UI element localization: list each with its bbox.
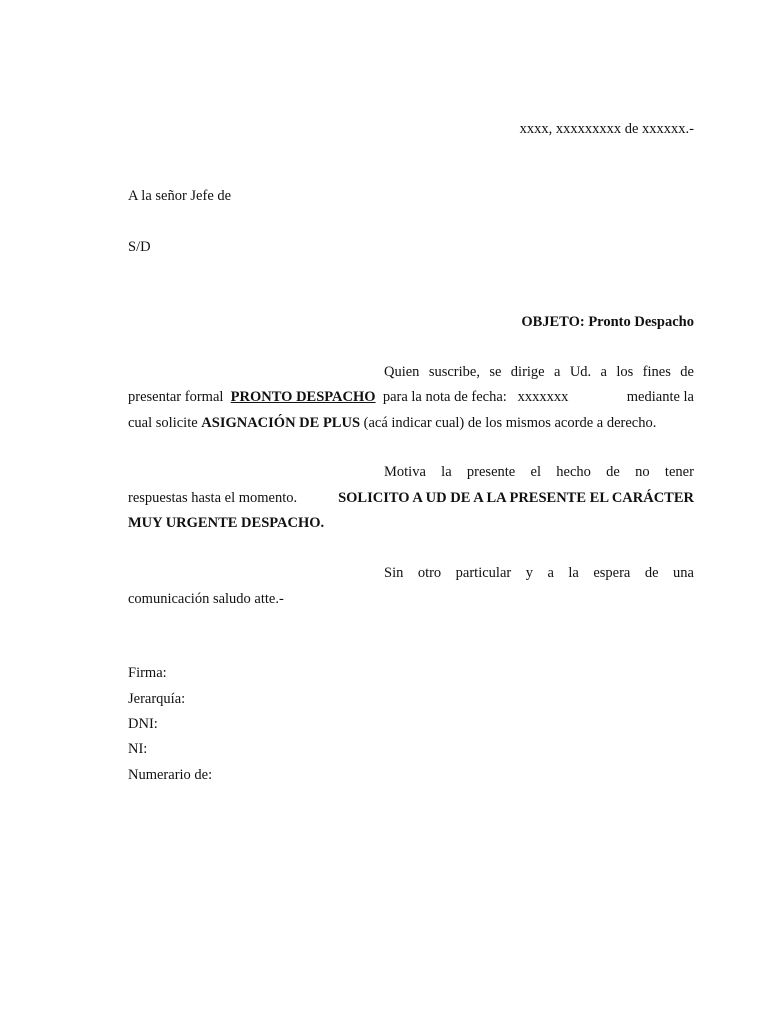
word: particular <box>455 565 512 581</box>
word: se <box>489 364 502 380</box>
text-run: presentar formal <box>128 389 224 405</box>
addressee-line: A la señor Jefe de <box>128 188 232 204</box>
word: suscribe, <box>428 364 480 380</box>
word: de <box>680 364 694 380</box>
text-run: respuestas hasta el momento. <box>128 490 298 506</box>
paragraph2-line3: MUY URGENTE DESPACHO. <box>128 515 325 531</box>
paragraph2-line2 <box>128 490 694 507</box>
word: espera <box>593 565 631 581</box>
word: Ud. <box>569 364 592 380</box>
date-placeholder: xxxxxxx <box>517 389 569 405</box>
text-run: (acá indicar cual) de los mismos acorde a derecho. <box>363 415 657 431</box>
word: una <box>673 565 694 581</box>
word: los <box>616 364 634 380</box>
word: la <box>568 565 579 581</box>
text-run: para la nota de fecha: <box>382 389 507 405</box>
text-run: mediante la <box>626 389 694 405</box>
solicito-emphasis: SOLICITO A UD DE A LA PRESENTE EL CARÁCTER <box>338 490 694 506</box>
date-line: xxxx, xxxxxxxxx de xxxxxx.- <box>519 121 694 137</box>
word: tener <box>664 464 694 480</box>
paragraph3-line2: comunicación saludo atte.- <box>128 591 284 607</box>
word: a <box>600 364 607 380</box>
word: Sin <box>384 565 404 581</box>
word: de <box>606 464 620 480</box>
word: fines <box>642 364 671 380</box>
word: presente <box>466 464 516 480</box>
asignacion-emphasis: ASIGNACIÓN DE PLUS <box>201 415 361 431</box>
paragraph1-line2 <box>128 389 694 406</box>
word: hecho <box>556 464 591 480</box>
word: a <box>554 364 561 380</box>
word: la <box>441 464 452 480</box>
word: el <box>530 464 541 480</box>
word: no <box>635 464 650 480</box>
signature-numerario: Numerario de: <box>128 767 213 783</box>
addressee-sd: S/D <box>128 239 151 255</box>
signature-ni: NI: <box>128 741 148 757</box>
signature-firma: Firma: <box>128 665 167 681</box>
paragraph1-line3 <box>128 415 656 432</box>
word: y <box>525 565 533 581</box>
word: a <box>547 565 554 581</box>
word: Quien <box>384 364 420 380</box>
signature-dni: DNI: <box>128 716 158 732</box>
text-run: cual solicite <box>128 415 198 431</box>
object-heading: OBJETO: Pronto Despacho <box>521 314 694 330</box>
signature-jerarquia: Jerarquía: <box>128 691 186 707</box>
pronto-despacho-emphasis: PRONTO DESPACHO <box>230 389 376 405</box>
paragraph2-line1 <box>384 464 694 481</box>
word: Motiva <box>384 464 426 480</box>
paragraph3-line1 <box>384 565 694 582</box>
paragraph1-line1 <box>384 364 694 381</box>
word: dirige <box>510 364 545 380</box>
word: otro <box>417 565 442 581</box>
word: de <box>644 565 659 581</box>
